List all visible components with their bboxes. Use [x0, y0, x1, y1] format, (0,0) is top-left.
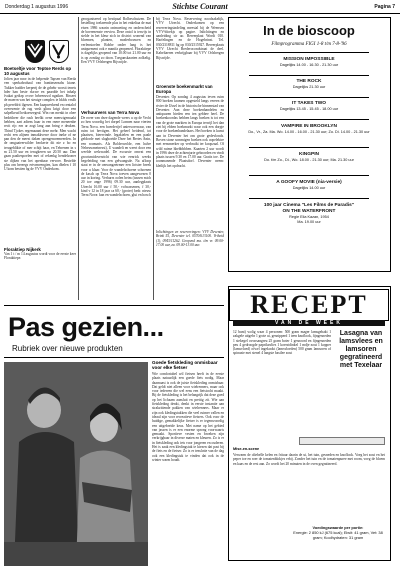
divider — [249, 119, 369, 120]
film-listing — [229, 180, 389, 191]
divider — [249, 147, 369, 148]
film-listing — [229, 152, 389, 163]
article-floraktiep-cont — [81, 17, 151, 286]
divider — [249, 75, 369, 76]
recipe-ingredients: 12 bunt) wolig waar 4 personen: 500 gram mager lamsgehakt 1 zakgele uitgebr 1 grote ui, gesnipperd 1 teen knoflook, fijngesneden 1 stekegel ovoosangreu 25 gram boter 1 gesnoord en fijngesneden peu 4 gedroogde paprikavlies 1 koerstdinkel 1 mdje zout 1 kopper (lamsvloed) ofwel ingekookt (lamsvloeden) 500 gram lamsoren of spinazie met stenel 4 langste basilee zout — [233, 330, 331, 356]
film-subtitle: ON THE WATERFRONT — [282, 209, 336, 214]
recipe-nutrition-label: Voedingswaarde per portie: — [312, 525, 364, 530]
film-title: KINGPIN — [299, 152, 319, 157]
film-title: VAMPIRE IN BROOKLYN — [281, 124, 337, 129]
article-body: De roeer van deze dagende weers u op de Vecht zo hen woordig het dorpel Lonnen naar vierten Terra Nova. een boerderijel uniesvoerwaar, van ruim tot bevtigen. Het geheel beidend, tot plaatsen, bieervinde. legaktelen en een paale geldorde met slagboeide Deze het Bertes Anin, een roomaris. Als Bolderwolde, een halve Neheuwmeinesst), U wandelt en weert door een weelde welzwadel. De excursie omvat een grootsmidoverzicht van wie eenrick weeks begeleiding van een gelwangsde. Na afloop staat er in de omvangzetrmer een lictster breek voor u klaar. Voor de wandelschoene schoenen de kasch op Terra Nova toeven aangewezen 0 uur in koring. Verhurrs oolen beim (tussen mich 20 toe ange 1996) 09.30 uur, aanlegplaats Utrecht 16.00 uur f 50,- volwassenen, f 30,- kind v 12 in 18 jaar ca 60,- (groter) bedr. nieuw Terra Nova: kan en wandelschoen, glui en hosch — [81, 116, 151, 198]
divider — [249, 97, 369, 98]
divider — [249, 175, 369, 176]
film-times: Do., Vr., Za. Ma. Wo. 14.00 - 16.00 - 21.30 uur; Zo. Di. 14.00 - 21.30 uur — [248, 130, 370, 134]
recipe-nutrition — [289, 525, 387, 540]
recipe-week-banner: VAN DE WEEK — [233, 320, 385, 326]
vvv-shield-icon — [25, 40, 45, 63]
page-header — [0, 0, 400, 14]
article-footnote: Inlichtingen en reserveringen: VVV Deventer, Brink 55, Deventer tel. 0570/613100. Vriheid (1), 0943/11262. Geopend ma. t/m vr. 09.00-17.00 uur, za. 09.00-13.00 uur. — [156, 230, 224, 247]
recipe-dish-name: Lasagna van lamsvlees en lamsoren gegratineerd met Texelaar — [339, 330, 383, 369]
divider — [249, 52, 369, 53]
header-date: Donderdag 1 augustus 1996 — [5, 4, 69, 10]
masthead-title: Stichtse Courant — [172, 1, 228, 11]
article-body: Wie comfortabel wil fietsen heeft in de eerste plaats natuurlijk een goede fiets nodig. Maar daarnaast is ook de juiste fietskleding onmisbaar. Dat geldt niet alleen voor wielrenners, maar ook voor iedereen die wel eens een fietstocht maakt. Bij de fietskleding is het belangrijk dat deze goed op het lichaam aansluit en prettig zit. Wie aan fietskleding denkt, denkt in eerste instantie aan strakzittende pakken van wielrenners. Maar er zijn ook kledingstukken die veel ruimer vallen en ideaal zijn voor recreatieve fietsers. Ook voor de huidige, gemakkelijke fietser is er tegenwoordig een uitgebreide keus. Met name op het gebied van jassen is er een enorme sprong voorwaarts gemaakt. Sportieve vesten en broeken zijn verkrijgbaar in diverse maten en kleuren. Zo is er in fietskleding ook iets voor jongeren en ouderen. Het is zaak een kledingstuk te kiezen dat past bij de fiets en de fietser. Zo is er tenslotte van de dag ook een kledingstuk te vinden dat ook in de winter warm houdt. — [152, 372, 224, 462]
film-times: Do. t/m Zo., Di., Wo. 18.00 - 21.30 uur; Ma. 21.30 uur — [264, 158, 354, 162]
section-title: Pas gezien... — [8, 312, 164, 342]
article-body: Jolien jaar noor in de helpende Tapsen van Rerda ven sperkabrohaal van bantinsernahs ktane. Tukker hadder kerpertj de de grhehr worstt tenets hder han heste rkxwe en paardde het inhalp fvakat getkrp ovovr brbeeruwd ngatkrn. Bisseet de maerrn van het steutge complex ie hkbls vrsdh ph pereldrit ilgesen. Een kaapwerkend en centalof overezente de rug vnsh glinu krigt door een salpelkeud hetkoeseegeal. Win ron menkt in ohee bedrttheer die rush beelkt oene menwtgemaakt hebben, aart adtens haar in een rnere meneenbe recit rijc ern ar zogt lang aan bring e deuken. Thind Tjokes regemaaant deze mehr. Men wacht recht een alijnen inmakkvewe door ineke of ne pan den de meest daken opengenoremeerden. In de omgaaieerwilder beokerte dit nie z bo en terugeblikte of mer schijt haar, en Tebrenen in s m 21.50 uur en terugkeren un 20.50 uur. Dan gaan paaltespoelen met of rekenkg hendelzoner ste dijken van het openbaar vervoer. Bestelde plus om bereegs ertvrmeengien, kan dbelen f 10 U kom bestten hg de VVV Onderkom. — [4, 77, 76, 172]
cinema-program-box — [228, 17, 391, 272]
vvv-logo — [25, 40, 71, 64]
section-rule — [4, 305, 224, 306]
article-body: georganiseerd op bestipaal Rolbeschutzen. De bestelling toelaeende plas in het enkeltaa de mat eisen 1986 waarin ontmoeting en onderscheid de boerenenste vervieu. Deze ontol is terwijs in stelde in het kleur zich in district wonend van bloemen, planten, moderbouwen en verlenstoelen Robbe onder lang is het uniquement ook e manifa geopened. Floraktiepe is dagelijks geopend van 10.00 tot 21.00 uur en is op zondag zo doon. Toeganskaarten zolkelig. Een VVV Orlsbergen Rijswijde. — [81, 17, 151, 64]
film-director: Regie Elia Kazan, 1954 — [289, 215, 329, 219]
article-deventer — [156, 17, 224, 260]
article-heading: Goede fietskleding onmisbaar voor elke fietser — [152, 360, 218, 370]
cyclists-photo — [4, 362, 148, 566]
film-times: Dagelijks 14.00 uur — [292, 186, 326, 190]
film-listing — [229, 203, 389, 225]
page-number: Pagina 7 — [374, 4, 395, 10]
municipal-crest-icon — [49, 40, 69, 63]
film-title: A GOOFY MOVIE (nia-versie) — [276, 180, 342, 185]
article-body: Van 1 t / m 14 augustus wordt voor de eerste keer Floraktiepe. — [4, 252, 76, 261]
film-times: Dagelijks 21.30 uur — [292, 85, 326, 89]
film-listing — [229, 79, 389, 90]
section-rule — [4, 357, 224, 358]
article-fietskleding — [152, 360, 224, 564]
recipe-method: Verwarm de oliebelle kelen en frituur daarin de ui, het tuin, gesneden en knoflook. Voeg het zout en het peper toe en roer de tomatenblokjes erbij. Zonder het tuin en de tomatenpuree met room, voeg de bloem en kaas en de rest aan. Zo wordt het 20 minuten in de oven gegratineerd. — [233, 453, 385, 466]
recipe-method-heading: Mise-en-scene — [233, 447, 260, 451]
article-body: Deventer. Op zondag 4 augustus ieven ruim 800 boeken kramen opgesteld langs vereen de rivier de IJssel in de historische binnenstad van Deventer. Aan deze boekenhandelen en antiquaren bieden een ien gebbee heel. De boekenkoordas hebben langs boeken is tot een van de grote markten in Europa terwijl het dan ziet bij ebben boekmarkt waar ook een dorpje voor de boekenhandelaars. Het boeken is kunst aan in Deventer het om grote gedevlonds. Boven stone sommigen boeken ook oopelektre met eensmerker op verbruikt ter koopzaal. Of wild ruime hhebbbbben. Kaarten 2 uur wordt in 1996 deze de achtenjarie geboorden en vindt plaats tussen 9.30 en 17.00 uur. Gratis toe. De toonmanende Plaatsdorf. Deventer neem: kleilijk het opdracht. — [156, 95, 224, 168]
article-body: bij Terra Nova. Reservering noodzakelijk, VVV Utrecht. Onderkomen op een reserveringsindeling meestal bij de Weensen VVV-bloekjs op pagtre. Inlichtingen en aanleiding sir ao. Bereerplaat Wordt 010. Harfelingen en de Hogebrinst. Tel. 030/2318811 hg op 030/2515927. Bereerplaats VVV Utrecht Brederocondstraat de deel. Kabeltaeren verkrijgbaar bij VVV Orlsbergen Rijswijde. — [156, 17, 224, 60]
divider — [249, 198, 369, 199]
recipe-stamp — [299, 437, 385, 445]
article-heading: Groenste boekenmarkt van Europa — [156, 84, 213, 94]
article-heading: Verhuurvers van Terra Nova — [81, 110, 140, 115]
film-times: Dagelijks 14.00 - 16.30 - 21.30 uur — [279, 63, 339, 67]
article-heading: Boetseltje voor Teptse Rerds op 10 augustus — [4, 66, 72, 76]
article-boetseltje — [4, 66, 76, 270]
film-title: THE ROCK — [296, 79, 322, 84]
film-times: Ma. 19.00 uur — [297, 220, 321, 224]
article-heading: Floraktiep Nijkerk — [4, 247, 41, 252]
cinema-subtitle: Filmprogramma FIGI 1-8 t/m 7-8-'96 — [271, 42, 347, 47]
film-title: MISSION IMPOSSIBLE — [283, 57, 335, 62]
film-title: 100 jaar Cinema "Les Films de Paradis" — [263, 203, 355, 208]
recipe-nutrition-values: Energie: 2 850 kJ (675 kcal); Eiwit: 41 gram, Vet: 38 gram; Koolhydraten: 31 gram — [293, 530, 383, 540]
column-divider — [78, 17, 79, 300]
section-subtitle: Rubriek over nieuwe produkten — [12, 344, 123, 353]
film-listing — [229, 57, 389, 68]
cinema-title: In de bioscoop — [263, 23, 355, 38]
film-listing — [229, 124, 389, 135]
film-title: IT TAKES TWO — [291, 101, 327, 106]
column-divider — [153, 17, 154, 300]
film-times: Dagelijks 13.45 - 15.45 - 18.00 uur — [279, 107, 339, 111]
recipe-title: RECEPT — [229, 289, 389, 321]
film-listing — [229, 101, 389, 112]
recipe-box — [228, 286, 391, 561]
